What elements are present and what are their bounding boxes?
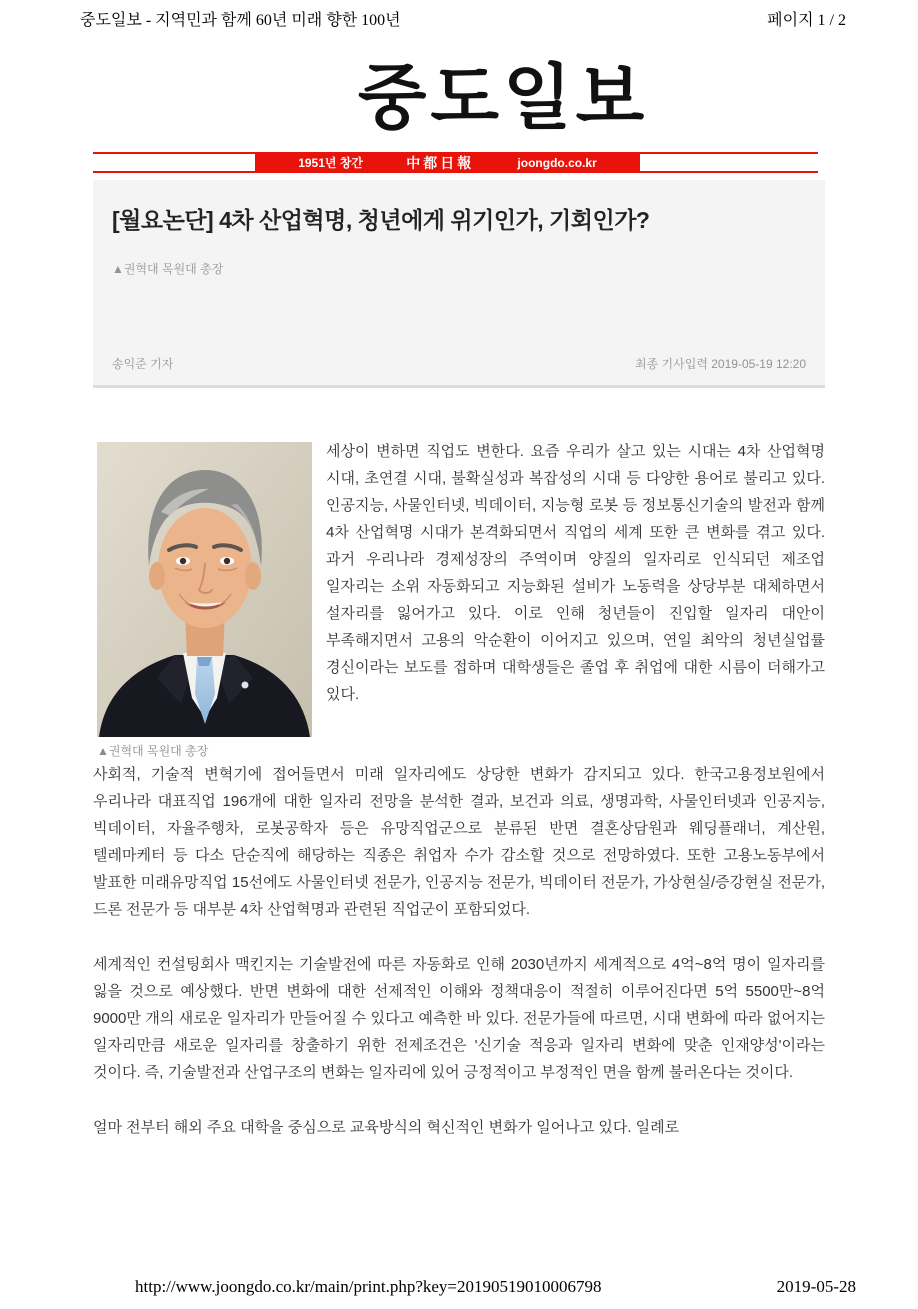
banner-red-strip xyxy=(255,152,640,173)
banner-left-rule xyxy=(93,152,255,173)
portrait-photo xyxy=(97,442,312,737)
banner-right-rule xyxy=(640,152,818,173)
banner-site-url: joongdo.co.kr xyxy=(517,155,597,170)
banner-founded-label: 1951년 창간 xyxy=(298,156,364,170)
banner-hanja-logo: 中都日報 xyxy=(406,156,475,172)
article-author-note: ▲권혁대 목원대 총장 xyxy=(112,261,224,276)
masthead-banner xyxy=(93,152,818,173)
body-paragraph-1: 세상이 변하면 직업도 변한다. 요즘 우리가 살고 있는 시대는 4차 산업혁명 시대, 초연결 시대, 불확실성과 복잡성의 시대 등 다양한 용어로 불리고 있다. 인공지능, 사물인터넷, 빅데이터, 지능형 로봇 등 정보통신기술의 발전과 함께 4차 산업혁명 시대가 본격화되면서 직업의 세계 또한 큰 변화를 겪고 있다. 과거 우리나라 경제성장의 주역이며 양질의 일자리로 인식되던 제조업 일자리는 소위 자동화되고 지능화된 설비가 노동력을 상당부분 대체하면서 설자리를 잃어가고 있다. 이로 인해 청년들이 진입할 일자리 대안이 부족해지면서 고용의 악순환이 이어지고 있으며, 연일 최악의 청년실업률 경신이라는 보도를 접하며 대학생들은 졸업 후 취업에 대한 시름이 더해가고 있다. xyxy=(326,443,825,703)
reporter-name: 송익준 기자 xyxy=(112,357,174,371)
print-footer xyxy=(135,1277,856,1297)
print-header xyxy=(80,7,846,30)
print-header-title: 중도일보 - 지역민과 함께 60년 미래 향한 100년 xyxy=(80,12,401,29)
print-header-page-number: 페이지 1 / 2 xyxy=(767,12,846,29)
article-meta-row xyxy=(112,355,806,372)
article-photo-figure xyxy=(97,442,312,759)
body-paragraph-3: 세계적인 컨설팅회사 맥킨지는 기술발전에 따른 자동화로 인해 2030년까지 세계적으로 4억~8억 명이 일자리를 잃을 것으로 예상했다. 반면 변화에 대한 선제적인 이해와 정책대응이 적절히 이루어진다면 5억 5500만~8억 9000만 개의 새로운 일자리가 만들어질 수 있다고 예측한 바 있다. 전문가들에 따르면, 시대 변화에 따라 없어지는 일자리만큼 새로운 일자리를 창출하기 위한 전제조건은 '신기술 적응과 일자리 변화에 맞춘 인재양성'이라는 것이다. 즉, 기술발전과 산업구조의 변화는 일자리에 있어 긍정적이고 부정적인 면을 함께 불러온다는 것이다. xyxy=(93,956,825,1081)
article-body xyxy=(93,438,825,1169)
photo-caption: ▲권혁대 목원대 총장 xyxy=(97,744,209,758)
print-footer-url: http://www.joongdo.co.kr/main/print.php?key=20190519010006798 xyxy=(135,1277,602,1296)
article-dateline: 최종 기사입력 2019-05-19 12:20 xyxy=(635,357,806,371)
article-header xyxy=(93,180,825,388)
body-paragraph-2: 사회적, 기술적 변혁기에 접어들면서 미래 일자리에도 상당한 변화가 감지되고 있다. 한국고용정보원에서 우리나라 대표직업 196개에 대한 일자리 전망을 분석한 결과, 보건과 의료, 생명과학, 사물인터넷과 인공지능, 빅데이터, 자율주행차, 로봇공학자 등은 유망직업군으로 분류된 반면 결혼상담원과 웨딩플래너, 계산원, 텔레마케터 등 다소 단순직에 해당하는 직종은 취업자 수가 감소할 것으로 전망하였다. 또한 고용노동부에서 발표한 미래유망직업 15선에도 사물인터넷 전문가, 인공지능 전문가, 빅데이터 전문가, 가상현실/증강현실 전문가, 드론 전문가 등 대부분 4차 산업혁명과 관련된 직업군이 포함되었다. xyxy=(93,766,825,918)
newspaper-logo: 중도일보 xyxy=(357,60,649,138)
article-title: [월요논단] 4차 산업혁명, 청년에게 위기인가, 기회인가? xyxy=(112,207,650,233)
print-footer-date: 2019-05-28 xyxy=(776,1277,856,1296)
body-paragraph-4: 얼마 전부터 해외 주요 대학을 중심으로 교육방식의 혁신적인 변화가 일어나고 있다. 일례로 xyxy=(93,1119,680,1136)
